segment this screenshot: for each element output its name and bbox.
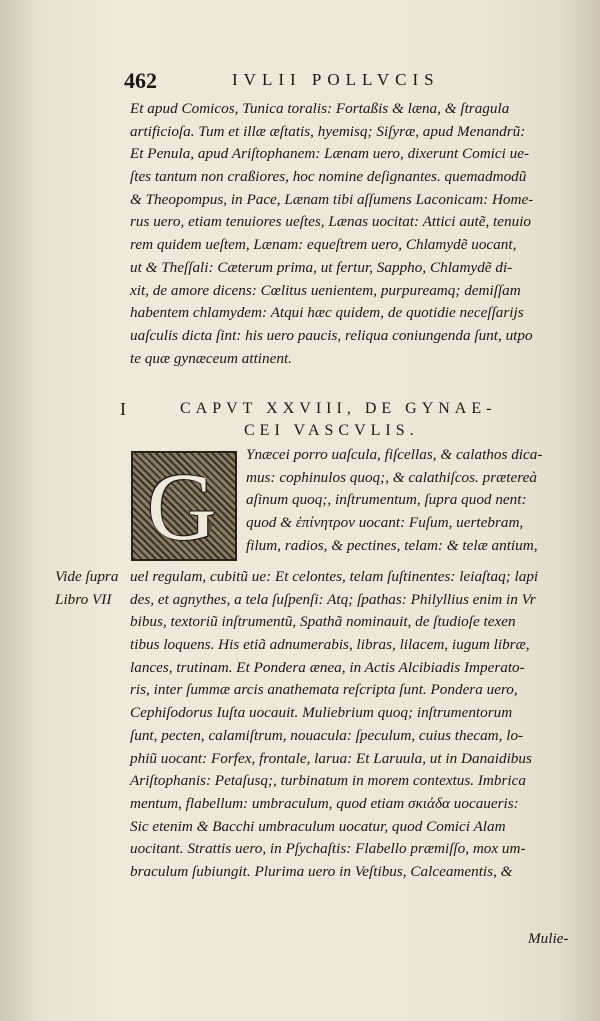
- page-number: 462: [124, 68, 157, 93]
- chapter-heading-line-1: CAPVT XXVIII, DE GYNAE-: [180, 400, 497, 417]
- text-line: ut & Theſſali: Cæterum prima, ut fertur, Sappho, Chlamydẽ di-: [130, 258, 513, 276]
- indented-text-block: [246, 444, 576, 557]
- text-line: habentem chlamydem: Atqui hæc quidem, de quotidie neceſſarijs: [130, 304, 524, 322]
- chapter-heading-line-2: CEI VASCVLIS.: [244, 422, 419, 439]
- margin-note: Vide ſupra: [55, 568, 119, 585]
- text-line: ſtes tantum non craßiores, hoc nomine deſignantes. quemadmodũ: [130, 168, 527, 186]
- text-line: quod & ἐπίνητρον uocant: Fuſum, uertebram,: [246, 514, 524, 532]
- text-line: Et apud Comicos, Tunica toralis: Fortaßis & læna, & ſtragula: [130, 100, 510, 117]
- text-line: Cephiſodorus Iuſta uocauit. Muliebrium quoq; inſtrumentorum: [130, 704, 513, 722]
- text-line: rus uero, etiam tenuiores ueſtes, Lænas uocitat: Attici autẽ, tenuio: [130, 213, 532, 231]
- text-line: ris, inter ſummæ arcis anathemata reſcripta ſunt. Pondera uero,: [130, 681, 518, 699]
- text-line: uaſculis dicta ſint: his uero paucis, reliqua coniungenda ſunt, utpo: [130, 326, 533, 344]
- decorated-initial-image: [131, 451, 237, 561]
- text-line: aſinum quoq;, inſtrumentum, ſupra quod nent:: [246, 491, 527, 509]
- top-text-block: [130, 98, 570, 370]
- text-line: tibus loquens. His etiã adnumerabis, libras, lilacem, iugum libræ,: [130, 636, 530, 654]
- running-head: IVLII POLLVCIS: [232, 70, 440, 89]
- text-line: uel regulam, cubitũ ue: Et celontes, telam ſuſtinentes: leiaſtaq; lapi: [130, 568, 539, 585]
- catchword: Mulie-: [528, 930, 569, 947]
- text-line: Sic etenim & Bacchi umbraculum uocatur, quod Comici Alam: [130, 817, 506, 835]
- text-line: mentum, flabellum: umbraculum, quod etiam σκιάδα uocaueris:: [130, 794, 519, 812]
- text-line: uocitant. Strattis uero, in Pſychaſtis: Flabello præmiſſo, mox um-: [130, 840, 526, 858]
- text-line: Ynæcei porro uaſcula, fiſcellas, & calathos dica-: [246, 446, 543, 463]
- text-line: bibus, textoriũ inſtrumentũ, Spathã nominauit, de ſtudioſe texen: [130, 613, 516, 631]
- text-line: lances, trutinam. Et Pondera ænea, in Actis Alcibiadis Imperato-: [130, 658, 525, 676]
- chapter-number: I: [120, 399, 126, 419]
- page-header: [124, 68, 524, 96]
- text-line: & Theopompus, in Pace, Lænam tibi aſſumens Laconicam: Home-: [130, 190, 534, 208]
- text-line: phiũ uocant: Forfex, frontale, larua: Et Laruula, ut in Danaidibus: [130, 749, 532, 767]
- text-line: des, et agnythes, a tela ſuſpenſi: Atq; ſpathas: Philyllius enim in Vr: [130, 590, 536, 608]
- margin-note: Libro VII: [55, 591, 112, 608]
- text-line: artificioſa. Tum et illæ æſtatis, hyemisq; Siſyræ, apud Menandrũ:: [130, 122, 526, 140]
- text-line: rem quidem ueſtem, Lænam: equeſtrem uero, Chlamydẽ uocant,: [130, 236, 517, 254]
- text-line: braculum ſubiungit. Plurima uero in Veſtibus, Calceamentis, &: [130, 862, 513, 880]
- text-line: filum, radios, & pectines, telam: & telæ antium,: [246, 536, 538, 554]
- text-line: mus: cophinulos quoq;, & calathiſcos. prætereà: [246, 468, 537, 486]
- text-line: ſunt, pecten, calamiſtrum, nouacula: ſpeculum, cuius thecam, lo-: [130, 726, 524, 744]
- decorated-initial-letter: G: [147, 453, 217, 560]
- text-line: Ariſtophanis: Petaſusq;, turbinatum in morem contextus. Imbrica: [130, 772, 526, 790]
- text-line: te quæ gynæceum attinent.: [130, 349, 292, 367]
- main-text-block: [130, 566, 570, 884]
- chapter-heading: [180, 398, 580, 442]
- text-line: Et Penula, apud Ariſtophanem: Lænam uero, dixerunt Comici ue-: [130, 145, 530, 163]
- text-line: xit, de amore dicens: Cœlitus uenientem, purpureamq; demiſſam: [130, 281, 521, 299]
